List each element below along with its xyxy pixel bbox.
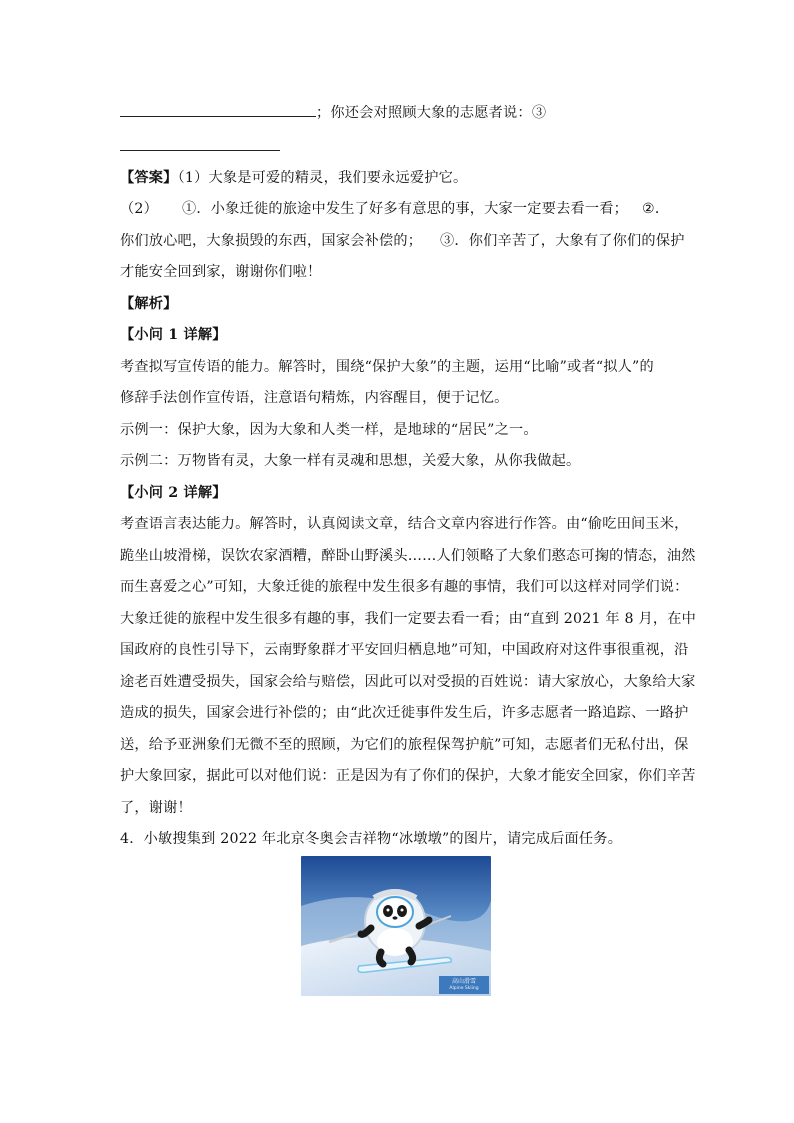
answer-label: 【答案】 — [120, 169, 178, 186]
sub2-paragraph-line: 而生喜爱之心”可知，大象迁徙的旅程中发生很多有趣的事情，我们可以这样对同学们说： — [120, 579, 689, 595]
answer-2-part2-num: ②． — [642, 201, 670, 217]
sub2-paragraph-line: 国政府的良性引导下，云南野象群才平安回归栖息地”可知，中国政府对这件事很重视，沿 — [120, 642, 689, 658]
sub2-paragraph-line: 送，给予亚洲象们无微不至的照顾，为它们的旅程保驾护航”可知，志愿者们无私付出，保 — [120, 736, 689, 753]
answer-1-text: （1）大象是可爱的精灵，我们要永远爱护它。 — [177, 169, 468, 186]
mascot-photo — [301, 856, 491, 996]
sub2-paragraph-line: 了，谢谢！ — [120, 799, 192, 816]
answer-line-2 — [120, 194, 685, 226]
sub2-paragraph-line: 护大象回家，据此可以对他们说：正是因为有了你们的保护，大象才能安全回家，你们辛苦 — [120, 768, 696, 784]
sub2-paragraph-line: 造成的损失，国家会进行补偿的；由“此次迁徙事件发生后，许多志愿者一路追踪、一路护 — [120, 705, 689, 721]
sub2-paragraph-line: 大象迁徙的旅程中发生很多有趣的事，我们一定要去看一看；由“直到 2021 年 8 月，在中 — [120, 610, 696, 627]
example-1: 示例一：保护大象，因为大象和人类一样，是地球的“居民”之一。 — [120, 421, 538, 438]
answer-2-part3: ③．你们辛苦了，大象有了你们的保护 — [440, 232, 685, 249]
question-4: 4．小敏搜集到 2022 年北京冬奥会吉祥物“冰墩墩”的图片，请完成后面任务。 — [120, 831, 623, 847]
sub2-paragraph-line: 跪坐山坡滑梯，误饮农家酒糟，醉卧山野溪头……人们领略了大象们憨态可掬的情态，油然 — [120, 547, 696, 564]
answer-2-part2: 你们放心吧，大象损毁的东西，国家会补偿的； — [120, 232, 423, 249]
prompt-text: ；你还会对照顾大象的志愿者说：③ — [316, 105, 547, 121]
answer-2-num: （2） — [120, 201, 159, 217]
fill-blank-line — [120, 98, 685, 130]
caption-english: Alpine Skiing — [449, 986, 479, 991]
answer-line-4: 才能安全回到家，谢谢你们啦！ — [120, 264, 322, 280]
analysis-heading: 【解析】 — [120, 295, 178, 312]
blank-underline-2[interactable] — [120, 136, 280, 151]
document-page — [120, 98, 696, 856]
sub1-paragraph-line: 考查拟写宣传语的能力。解答时，围绕“保护大象”的主题，运用“比喻”或者“拟人”的 — [120, 358, 654, 375]
sub2-paragraph-line: 考查语言表达能力。解答时，认真阅读文章，结合文章内容进行作答。由“偷吃田间玉米， — [120, 516, 689, 532]
sub-question-1-heading: 【小问 1 详解】 — [120, 327, 227, 343]
sub-question-2-heading: 【小问 2 详解】 — [120, 484, 227, 501]
answer-2-part1: ①．小象迁徙的旅途中发生了好多有意思的事，大家一定要去看一看； — [182, 201, 629, 217]
sub1-paragraph-line: 修辞手法创作宣传语，注意语句精炼，内容醒目，便于记忆。 — [120, 390, 509, 406]
example-2: 示例二：万物皆有灵，大象一样有灵魂和思想，关爱大象，从你我做起。 — [120, 453, 581, 469]
answer-line-1 — [120, 163, 685, 195]
answer-line-3 — [120, 226, 685, 258]
bing-dwen-dwen-skiing-image — [301, 856, 491, 996]
caption-chinese: 高山滑雪 — [451, 978, 476, 985]
blank-underline[interactable] — [120, 102, 316, 117]
image-caption — [440, 978, 488, 994]
sub2-paragraph-line: 途老百姓遭受损失，国家会给与赔偿，因此可以对受损的百姓说：请大家放心，大象给大家 — [120, 673, 696, 690]
